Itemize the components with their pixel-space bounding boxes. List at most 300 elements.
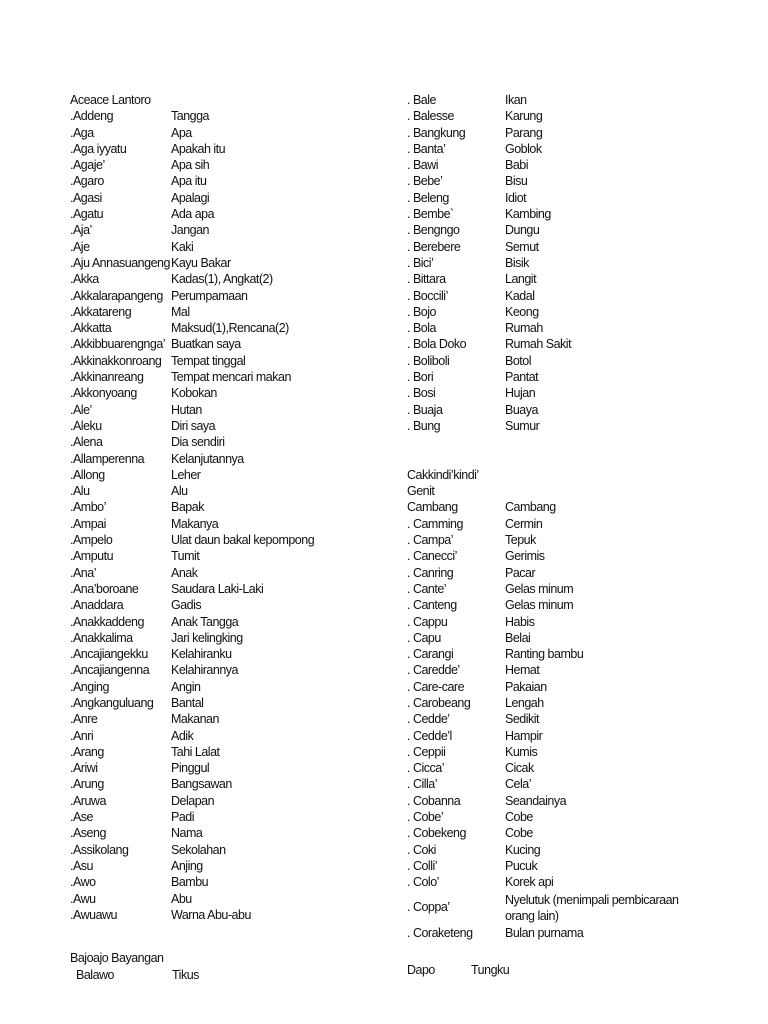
entry-word: .Akkatta bbox=[70, 321, 112, 336]
entry-row bbox=[407, 516, 695, 532]
entry-row bbox=[407, 565, 695, 581]
entry-row bbox=[70, 255, 314, 271]
left-footer bbox=[70, 950, 199, 983]
entry-meaning: Angin bbox=[171, 679, 201, 694]
entry-meaning: Sumur bbox=[505, 418, 540, 433]
entry-row bbox=[70, 744, 314, 760]
entry-word: . Boccili’ bbox=[407, 288, 448, 303]
entry-word: .Anging bbox=[70, 679, 109, 694]
entry-meaning: Parang bbox=[505, 125, 543, 140]
entry-row bbox=[407, 809, 695, 825]
entry-row bbox=[407, 597, 695, 613]
entry-word: .Ampai bbox=[70, 516, 106, 531]
entry-meaning: Ada apa bbox=[171, 207, 215, 222]
entry-meaning: Rumah Sakit bbox=[505, 337, 572, 352]
entry-row bbox=[407, 141, 695, 157]
entry-list bbox=[407, 499, 695, 890]
entry-meaning: Apa sih bbox=[171, 158, 210, 173]
entry-row bbox=[407, 646, 695, 662]
entry-row bbox=[407, 255, 695, 271]
entry-meaning: Tikus bbox=[172, 968, 199, 982]
entry-meaning: Kelanjutannya bbox=[171, 451, 244, 466]
section-heading: Cakkindi’kindi’ bbox=[407, 467, 479, 482]
entry-meaning: Tempat tinggal bbox=[171, 353, 246, 368]
entry-meaning: Hemat bbox=[505, 663, 540, 678]
entry-word: . Carobeang bbox=[407, 695, 471, 710]
entry-word: .Assikolang bbox=[70, 842, 129, 857]
entry-row bbox=[70, 385, 314, 401]
entry-meaning: Pantat bbox=[505, 370, 539, 385]
entry-meaning: Cobe bbox=[505, 810, 533, 825]
entry-word: .Asu bbox=[70, 858, 94, 873]
entry-row bbox=[70, 532, 314, 548]
entry-word: . Coki bbox=[407, 842, 436, 857]
entry-meaning: Kumis bbox=[505, 744, 538, 759]
entry-row bbox=[407, 548, 695, 564]
entry-row bbox=[70, 548, 314, 564]
entry-row bbox=[407, 925, 695, 941]
entry-meaning: Hutan bbox=[171, 402, 202, 417]
entry-word: Balawo bbox=[76, 968, 114, 982]
entry-row bbox=[70, 695, 314, 711]
entry-word: . Beleng bbox=[407, 190, 449, 205]
entry-meaning: Keong bbox=[505, 304, 539, 319]
entry-meaning: Apa itu bbox=[171, 174, 207, 189]
entry-row bbox=[70, 173, 314, 189]
entry-word: .Alena bbox=[70, 435, 103, 450]
entry-row bbox=[70, 711, 314, 727]
entry-meaning: Gadis bbox=[171, 598, 202, 613]
entry-meaning: Cermin bbox=[505, 516, 543, 531]
entry-row bbox=[407, 858, 695, 874]
entry-meaning: Karung bbox=[505, 109, 543, 124]
entry-meaning: Gelas minum bbox=[505, 581, 574, 596]
entry-row bbox=[407, 499, 695, 515]
entry-row bbox=[407, 239, 695, 255]
entry-word: .Amputu bbox=[70, 549, 114, 564]
entry-row bbox=[70, 907, 314, 923]
entry-meaning: Cicak bbox=[505, 761, 534, 776]
entry-row bbox=[407, 695, 695, 711]
entry-meaning: Pucuk bbox=[505, 858, 538, 873]
entry-word: . Cappu bbox=[407, 614, 448, 629]
entry-row bbox=[70, 418, 314, 434]
entry-word: . Bung bbox=[407, 418, 441, 433]
entry-word: .Agatu bbox=[70, 207, 104, 222]
entry-row bbox=[407, 92, 695, 108]
entry-word: .Ana’boroane bbox=[70, 581, 139, 596]
entry-word: .Aje bbox=[70, 239, 90, 254]
entry-row bbox=[70, 967, 199, 983]
entry-meaning: Idiot bbox=[505, 190, 527, 205]
entry-row bbox=[407, 962, 509, 978]
entry-meaning: Anjing bbox=[171, 858, 203, 873]
entry-word: .Anakkaddeng bbox=[70, 614, 144, 629]
entry-word: .Aga iyyatu bbox=[70, 141, 127, 156]
entry-row bbox=[70, 842, 314, 858]
entry-meaning: Makanya bbox=[171, 516, 219, 531]
entry-word: .Anaddara bbox=[70, 598, 124, 613]
entry-word: . Cobanna bbox=[407, 793, 461, 808]
entry-meaning: Cambang bbox=[505, 500, 556, 515]
entry-meaning: Kucing bbox=[505, 842, 541, 857]
entry-meaning: Rumah bbox=[505, 321, 543, 336]
entry-meaning: Dungu bbox=[505, 223, 540, 238]
entry-meaning: Leher bbox=[171, 467, 201, 482]
entry-word: . Bangkung bbox=[407, 125, 466, 140]
entry-meaning: Cobe bbox=[505, 826, 533, 841]
entry-meaning: Kadal bbox=[505, 288, 535, 303]
entry-meaning: Bangsawan bbox=[171, 777, 232, 792]
entry-row bbox=[407, 173, 695, 189]
entry-meaning: Bambu bbox=[171, 875, 209, 890]
entry-word: .Agaro bbox=[70, 174, 104, 189]
entry-word: .Anakkalima bbox=[70, 630, 133, 645]
entry-row bbox=[407, 206, 695, 222]
entry-meaning: Sedikit bbox=[505, 712, 540, 727]
entry-meaning: Sekolahan bbox=[171, 842, 226, 857]
entry-word: . Cilla’ bbox=[407, 777, 438, 792]
entry-word: .Ancajiangenna bbox=[70, 663, 150, 678]
entry-row bbox=[407, 793, 695, 809]
entry-row bbox=[407, 874, 695, 890]
entry-row bbox=[70, 825, 314, 841]
entry-row bbox=[70, 760, 314, 776]
entry-meaning: Kaki bbox=[171, 239, 194, 254]
entry-row bbox=[70, 288, 314, 304]
left-column bbox=[70, 92, 314, 923]
entry-meaning: Padi bbox=[171, 810, 195, 825]
entry-meaning: Maksud(1),Rencana(2) bbox=[171, 321, 289, 336]
entry-row bbox=[407, 418, 695, 434]
entry-word: . Bawi bbox=[407, 158, 439, 173]
entry-meaning: Pacar bbox=[505, 565, 536, 580]
entry-row bbox=[70, 320, 314, 336]
section-heading: Bajoajo Bayangan bbox=[70, 951, 164, 965]
entry-row bbox=[407, 353, 695, 369]
entry-row bbox=[70, 809, 314, 825]
entry-row bbox=[70, 597, 314, 613]
entry-list bbox=[70, 108, 314, 923]
entry-row bbox=[70, 222, 314, 238]
entry-meaning: Nama bbox=[171, 826, 203, 841]
entry-word: .Agaje’ bbox=[70, 158, 105, 173]
entry-row bbox=[70, 614, 314, 630]
entry-meaning: Botol bbox=[505, 353, 531, 368]
entry-row bbox=[70, 728, 314, 744]
entry-row bbox=[70, 141, 314, 157]
entry-list bbox=[407, 92, 695, 434]
entry-word: . Canecci’ bbox=[407, 549, 457, 564]
entry-meaning: Ulat daun bakal kepompong bbox=[171, 533, 315, 548]
entry-row bbox=[70, 402, 314, 418]
entry-row bbox=[407, 581, 695, 597]
entry-word: .Agasi bbox=[70, 190, 102, 205]
entry-meaning: Bulan purnama bbox=[505, 925, 584, 940]
entry-word: . Colo’ bbox=[407, 875, 439, 890]
entry-meaning: Jari kelingking bbox=[171, 630, 243, 645]
entry-word: . Berebere bbox=[407, 239, 461, 254]
entry-row bbox=[407, 532, 695, 548]
entry-meaning: Babi bbox=[505, 158, 529, 173]
entry-word: . Coppa’ bbox=[407, 900, 450, 915]
entry-meaning: Tangga bbox=[171, 109, 210, 124]
entry-meaning: Perumpamaan bbox=[171, 288, 248, 303]
entry-meaning: Langit bbox=[505, 272, 537, 287]
entry-row bbox=[407, 662, 695, 678]
entry-word: .Akkinanreang bbox=[70, 370, 144, 385]
entry-row bbox=[70, 369, 314, 385]
entry-meaning: Seandainya bbox=[505, 793, 567, 808]
entry-row bbox=[407, 190, 695, 206]
entry-word: . Care-care bbox=[407, 679, 465, 694]
entry-word: . Bola Doko bbox=[407, 337, 467, 352]
entry-row bbox=[407, 385, 695, 401]
entry-meaning: Apakah itu bbox=[171, 141, 226, 156]
section-heading: Aceace Lantoro bbox=[70, 93, 151, 107]
entry-meaning: Makanan bbox=[171, 712, 219, 727]
entry-word: .Akkinakkonroang bbox=[70, 353, 162, 368]
entry-row bbox=[407, 776, 695, 792]
entry-meaning: Belai bbox=[505, 630, 531, 645]
entry-word: . Bici’ bbox=[407, 255, 434, 270]
entry-row bbox=[70, 353, 314, 369]
entry-word: . Cedde’ bbox=[407, 712, 450, 727]
entry-word: .Akkalarapangeng bbox=[70, 288, 163, 303]
entry-word: . Cicca’ bbox=[407, 761, 444, 776]
entry-word: .Ase bbox=[70, 810, 94, 825]
entry-word: . Ceppii bbox=[407, 744, 446, 759]
entry-row bbox=[70, 858, 314, 874]
entry-meaning: Adik bbox=[171, 728, 194, 743]
entry-meaning: Semut bbox=[505, 239, 539, 254]
entry-meaning: Tempat mencari makan bbox=[171, 370, 291, 385]
entry-meaning: Kelahirannya bbox=[171, 663, 238, 678]
entry-row bbox=[407, 288, 695, 304]
entry-meaning: Tepuk bbox=[505, 533, 536, 548]
entry-row bbox=[70, 239, 314, 255]
entry-row bbox=[70, 874, 314, 890]
entry-word: .Aja’ bbox=[70, 223, 92, 238]
entry-row bbox=[407, 271, 695, 287]
right-footer bbox=[407, 962, 509, 978]
entry-meaning: Habis bbox=[505, 614, 535, 629]
entry-word: . Canring bbox=[407, 565, 454, 580]
entry-word: .Aga bbox=[70, 125, 94, 140]
entry-word: . Bosi bbox=[407, 386, 436, 401]
entry-meaning: Apalagi bbox=[171, 190, 210, 205]
entry-word: . Cobe’ bbox=[407, 810, 444, 825]
entry-meaning: Apa bbox=[171, 125, 192, 140]
entry-meaning: Warna Abu-abu bbox=[171, 907, 251, 922]
entry-word: .Allamperenna bbox=[70, 451, 145, 466]
section-heading: Genit bbox=[407, 484, 435, 499]
entry-word: .Akkatareng bbox=[70, 304, 132, 319]
entry-row bbox=[407, 222, 695, 238]
entry-meaning: Kadas(1), Angkat(2) bbox=[171, 272, 273, 287]
entry-word: . Boliboli bbox=[407, 353, 450, 368]
entry-meaning: Goblok bbox=[505, 141, 542, 156]
entry-word: . Colli’ bbox=[407, 858, 438, 873]
entry-word: . Bebe’ bbox=[407, 174, 443, 189]
right-column bbox=[407, 92, 695, 941]
entry-word: .Ariwi bbox=[70, 761, 98, 776]
entry-word: . Bale bbox=[407, 93, 436, 107]
entry-row bbox=[70, 271, 314, 287]
entry-meaning: Kelahiranku bbox=[171, 647, 232, 662]
entry-row bbox=[70, 190, 314, 206]
entry-row bbox=[70, 483, 314, 499]
entry-row bbox=[70, 434, 314, 450]
entry-row bbox=[407, 825, 695, 841]
entry-word: . Cedde’l bbox=[407, 728, 452, 743]
entry-word: .Ancajiangekku bbox=[70, 647, 148, 662]
entry-word: .Angkanguluang bbox=[70, 695, 154, 710]
entry-word: .Awu bbox=[70, 891, 96, 906]
entry-meaning: Lengah bbox=[505, 695, 544, 710]
entry-meaning: Buaya bbox=[505, 402, 538, 417]
entry-meaning: Ikan bbox=[505, 93, 527, 107]
entry-meaning: Mal bbox=[171, 304, 190, 319]
entry-row bbox=[70, 891, 314, 907]
entry-row bbox=[70, 206, 314, 222]
entry-word: . Balesse bbox=[407, 109, 454, 124]
entry-meaning: Gerimis bbox=[505, 549, 545, 564]
entry-meaning: Kambing bbox=[505, 207, 551, 222]
entry-meaning: Jangan bbox=[171, 223, 210, 238]
entry-word: . Bittara bbox=[407, 272, 446, 287]
entry-meaning: Bisu bbox=[505, 174, 528, 189]
entry-word: .Awo bbox=[70, 875, 96, 890]
entry-word: .Ampelo bbox=[70, 533, 113, 548]
entry-word: . Coraketeng bbox=[407, 925, 473, 940]
entry-meaning: Dia sendiri bbox=[171, 435, 225, 450]
entry-word: . Bojo bbox=[407, 304, 436, 319]
entry-row bbox=[407, 760, 695, 776]
entry-meaning: Tungku bbox=[471, 963, 510, 977]
entry-row bbox=[70, 108, 314, 124]
entry-word: .Ale’ bbox=[70, 402, 92, 417]
entry-word: . Cante’ bbox=[407, 581, 447, 596]
entry-row bbox=[70, 304, 314, 320]
entry-meaning: Ranting bambu bbox=[505, 647, 584, 662]
entry-word: .Alu bbox=[70, 484, 90, 499]
entry-row bbox=[70, 467, 314, 483]
entry-meaning: Hujan bbox=[505, 386, 536, 401]
entry-word: .Ana’ bbox=[70, 565, 96, 580]
entry-meaning: Bantal bbox=[171, 695, 204, 710]
entry-word: .Anri bbox=[70, 728, 94, 743]
entry-word: .Allong bbox=[70, 467, 105, 482]
entry-word: .Akkonyoang bbox=[70, 386, 137, 401]
entry-word: . Cobekeng bbox=[407, 826, 466, 841]
entry-word: .Arung bbox=[70, 777, 104, 792]
entry-row bbox=[407, 711, 695, 727]
entry-meaning: Anak Tangga bbox=[171, 614, 239, 629]
entry-word: Dapo bbox=[407, 963, 435, 977]
entry-row bbox=[407, 125, 695, 141]
entry-meaning: Korek api bbox=[505, 875, 554, 890]
entry-row bbox=[407, 336, 695, 352]
entry-row bbox=[407, 744, 695, 760]
entry-word: .Aruwa bbox=[70, 793, 106, 808]
entry-meaning: Kayu Bakar bbox=[171, 255, 231, 270]
entry-word: .Akka bbox=[70, 272, 99, 287]
entry-row bbox=[407, 304, 695, 320]
entry-word: .Arang bbox=[70, 744, 104, 759]
entry-list bbox=[70, 967, 199, 983]
entry-meaning: Hampir bbox=[505, 728, 543, 743]
entry-row bbox=[70, 125, 314, 141]
entry-word: .Ambo’ bbox=[70, 500, 106, 515]
entry-word: .Anre bbox=[70, 712, 98, 727]
entry-row bbox=[70, 679, 314, 695]
entry-word: . Caredde’ bbox=[407, 663, 460, 678]
entry-row bbox=[70, 499, 314, 515]
entry-row bbox=[70, 581, 314, 597]
entry-row bbox=[407, 402, 695, 418]
entry-meaning: Kobokan bbox=[171, 386, 217, 401]
entry-word: . Banta’ bbox=[407, 141, 446, 156]
entry-word: . Campa’ bbox=[407, 533, 454, 548]
entry-word: .Aju Annasuangeng bbox=[70, 255, 170, 270]
entry-meaning: Alu bbox=[171, 484, 188, 499]
entry-meaning: Gelas minum bbox=[505, 598, 574, 613]
entry-word: . Carangi bbox=[407, 647, 454, 662]
entry-word: . Bengngo bbox=[407, 223, 460, 238]
entry-row bbox=[407, 728, 695, 744]
entry-word: Cambang bbox=[407, 500, 458, 515]
entry-meaning: Cela’ bbox=[505, 777, 531, 792]
entry-word: . Canteng bbox=[407, 598, 457, 613]
entry-meaning: Tumit bbox=[171, 549, 200, 564]
entry-word: . Capu bbox=[407, 630, 441, 645]
entry-row bbox=[70, 336, 314, 352]
entry-word: . Bori bbox=[407, 370, 434, 385]
entry-word: .Addeng bbox=[70, 109, 114, 124]
entry-row bbox=[407, 630, 695, 646]
entry-meaning: Saudara Laki-Laki bbox=[171, 581, 264, 596]
entry-row bbox=[407, 614, 695, 630]
entry-row bbox=[407, 369, 695, 385]
entry-meaning: Tahi Lalat bbox=[171, 744, 220, 759]
entry-row bbox=[407, 320, 695, 336]
entry-word: . Buaja bbox=[407, 402, 443, 417]
entry-word: . Bola bbox=[407, 321, 436, 336]
entry-row bbox=[70, 516, 314, 532]
entry-row bbox=[70, 646, 314, 662]
entry-meaning: Bapak bbox=[171, 500, 204, 515]
entry-meaning: Anak bbox=[171, 565, 198, 580]
entry-row bbox=[407, 157, 695, 173]
entry-word: .Aseng bbox=[70, 826, 106, 841]
entry-meaning: Pinggul bbox=[171, 761, 210, 776]
entry-row bbox=[70, 157, 314, 173]
entry-word: . Camming bbox=[407, 516, 463, 531]
entry-word: .Awuawu bbox=[70, 907, 117, 922]
entry-row bbox=[70, 776, 314, 792]
entry-word: .Aleku bbox=[70, 418, 102, 433]
entry-meaning: Nyelutuk (menimpali pembicaraan orang lain) bbox=[505, 892, 679, 923]
entry-row bbox=[70, 451, 314, 467]
entry-meaning: Bisik bbox=[505, 255, 529, 270]
entry-meaning: Abu bbox=[171, 891, 192, 906]
entry-meaning: Pakaian bbox=[505, 679, 547, 694]
entry-meaning: Buatkan saya bbox=[171, 337, 241, 352]
entry-row bbox=[70, 662, 314, 678]
entry-row bbox=[407, 108, 695, 124]
entry-row bbox=[70, 793, 314, 809]
